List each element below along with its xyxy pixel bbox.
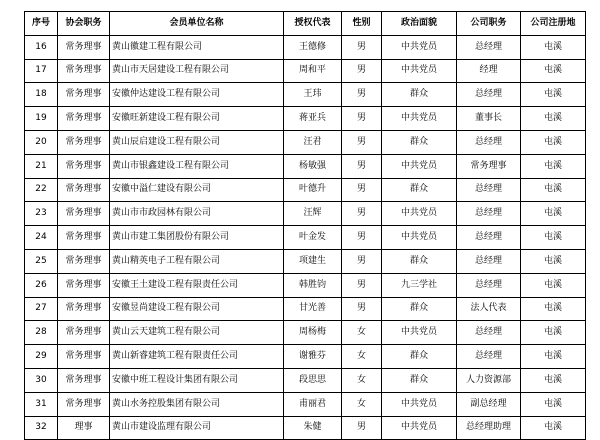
- cell-unit: 安徽中溢仁建设有限公司: [110, 178, 284, 202]
- cell-role: 常务理事: [58, 202, 110, 226]
- table-row: [25, 416, 586, 440]
- table-row: [25, 321, 586, 345]
- cell-rep: 谢雅芬: [284, 345, 342, 369]
- cell-registration: 屯溪: [521, 178, 586, 202]
- cell-role: 常务理事: [58, 35, 110, 59]
- cell-rep: 周杨梅: [284, 321, 342, 345]
- cell-sex: 男: [342, 35, 382, 59]
- cell-unit: 黄山云天建筑工程有限公司: [110, 321, 284, 345]
- cell-position: 总经理: [457, 321, 521, 345]
- cell-position: 总经理: [457, 178, 521, 202]
- cell-political: 九三学社: [382, 273, 457, 297]
- table-row: [25, 83, 586, 107]
- cell-sex: 男: [342, 107, 382, 131]
- table-row: [25, 202, 586, 226]
- cell-political: 中共党员: [382, 321, 457, 345]
- cell-position: 董事长: [457, 107, 521, 131]
- header-role: 协会职务: [58, 12, 110, 36]
- cell-sex: 男: [342, 154, 382, 178]
- cell-position: 总经理: [457, 249, 521, 273]
- cell-unit: 黄山市天居建设工程有限公司: [110, 59, 284, 83]
- cell-unit: 安徽昱尚建设工程有限公司: [110, 297, 284, 321]
- cell-rep: 蒋亚兵: [284, 107, 342, 131]
- cell-unit: 黄山新睿建筑工程有限责任公司: [110, 345, 284, 369]
- cell-sex: 男: [342, 130, 382, 154]
- cell-registration: 屯溪: [521, 226, 586, 250]
- cell-sex: 男: [342, 178, 382, 202]
- cell-position: 人力资源部: [457, 368, 521, 392]
- cell-position: 总经理: [457, 35, 521, 59]
- cell-unit: 黄山辰启建设工程有限公司: [110, 130, 284, 154]
- cell-role: 常务理事: [58, 321, 110, 345]
- cell-position: 总经理: [457, 83, 521, 107]
- cell-unit: 安徽中班工程设计集团有限公司: [110, 368, 284, 392]
- cell-rep: 甫丽君: [284, 392, 342, 416]
- cell-political: 中共党员: [382, 226, 457, 250]
- cell-role: 常务理事: [58, 345, 110, 369]
- cell-no: 31: [25, 392, 58, 416]
- cell-role: 常务理事: [58, 226, 110, 250]
- cell-registration: 屯溪: [521, 35, 586, 59]
- cell-sex: 女: [342, 368, 382, 392]
- cell-position: 总经理助理: [457, 416, 521, 440]
- cell-political: 中共党员: [382, 35, 457, 59]
- table-body: [25, 35, 586, 440]
- cell-political: 中共党员: [382, 202, 457, 226]
- cell-rep: 项建生: [284, 249, 342, 273]
- cell-position: 总经理: [457, 226, 521, 250]
- cell-registration: 屯溪: [521, 392, 586, 416]
- cell-political: 中共党员: [382, 154, 457, 178]
- cell-role: 常务理事: [58, 273, 110, 297]
- cell-registration: 屯溪: [521, 59, 586, 83]
- cell-no: 20: [25, 130, 58, 154]
- cell-no: 28: [25, 321, 58, 345]
- cell-role: 常务理事: [58, 178, 110, 202]
- cell-rep: 王玮: [284, 83, 342, 107]
- cell-political: 群众: [382, 368, 457, 392]
- cell-no: 18: [25, 83, 58, 107]
- cell-sex: 男: [342, 249, 382, 273]
- cell-role: 常务理事: [58, 368, 110, 392]
- cell-rep: 王德修: [284, 35, 342, 59]
- cell-role: 常务理事: [58, 107, 110, 131]
- cell-no: 22: [25, 178, 58, 202]
- cell-role: 常务理事: [58, 249, 110, 273]
- cell-position: 副总经理: [457, 392, 521, 416]
- cell-rep: 叶金发: [284, 226, 342, 250]
- cell-role: 常务理事: [58, 130, 110, 154]
- table-row: [25, 249, 586, 273]
- table-row: [25, 130, 586, 154]
- cell-no: 17: [25, 59, 58, 83]
- cell-no: 26: [25, 273, 58, 297]
- cell-sex: 女: [342, 392, 382, 416]
- header-political: 政治面貌: [382, 12, 457, 36]
- table-row: [25, 107, 586, 131]
- cell-sex: 男: [342, 273, 382, 297]
- cell-rep: 杨敏强: [284, 154, 342, 178]
- cell-political: 群众: [382, 178, 457, 202]
- cell-sex: 男: [342, 226, 382, 250]
- table-row: [25, 368, 586, 392]
- cell-rep: 叶德升: [284, 178, 342, 202]
- table-row: [25, 273, 586, 297]
- cell-political: 中共党员: [382, 416, 457, 440]
- table-header-row: [25, 12, 586, 36]
- cell-unit: 黄山市建设监理有限公司: [110, 416, 284, 440]
- table-row: [25, 297, 586, 321]
- table-row: [25, 59, 586, 83]
- cell-registration: 屯溪: [521, 297, 586, 321]
- cell-no: 21: [25, 154, 58, 178]
- cell-registration: 屯溪: [521, 83, 586, 107]
- cell-role: 理事: [58, 416, 110, 440]
- cell-rep: 韩胜钧: [284, 273, 342, 297]
- cell-unit: 黄山市银鑫建设工程有限公司: [110, 154, 284, 178]
- cell-political: 中共党员: [382, 107, 457, 131]
- cell-rep: 汪君: [284, 130, 342, 154]
- table-row: [25, 35, 586, 59]
- cell-sex: 男: [342, 202, 382, 226]
- cell-registration: 屯溪: [521, 368, 586, 392]
- table-row: [25, 154, 586, 178]
- cell-unit: 黄山精英电子工程有限公司: [110, 249, 284, 273]
- cell-political: 群众: [382, 130, 457, 154]
- cell-registration: 屯溪: [521, 416, 586, 440]
- cell-unit: 安徽王土建设工程有限责任公司: [110, 273, 284, 297]
- cell-position: 总经理: [457, 273, 521, 297]
- cell-rep: 汪辉: [284, 202, 342, 226]
- cell-no: 23: [25, 202, 58, 226]
- cell-role: 常务理事: [58, 83, 110, 107]
- cell-political: 群众: [382, 345, 457, 369]
- cell-rep: 段思思: [284, 368, 342, 392]
- cell-no: 24: [25, 226, 58, 250]
- cell-role: 常务理事: [58, 392, 110, 416]
- cell-unit: 黄山水务控股集团有限公司: [110, 392, 284, 416]
- table-row: [25, 178, 586, 202]
- member-table: [24, 11, 586, 440]
- cell-registration: 屯溪: [521, 345, 586, 369]
- cell-sex: 男: [342, 83, 382, 107]
- cell-position: 常务理事: [457, 154, 521, 178]
- header-registration: 公司注册地: [521, 12, 586, 36]
- cell-registration: 屯溪: [521, 154, 586, 178]
- cell-registration: 屯溪: [521, 249, 586, 273]
- cell-unit: 黄山市建工集团股份有限公司: [110, 226, 284, 250]
- cell-role: 常务理事: [58, 154, 110, 178]
- cell-sex: 女: [342, 321, 382, 345]
- cell-no: 32: [25, 416, 58, 440]
- cell-political: 群众: [382, 297, 457, 321]
- cell-no: 25: [25, 249, 58, 273]
- cell-position: 法人代表: [457, 297, 521, 321]
- header-no: 序号: [25, 12, 58, 36]
- table-row: [25, 345, 586, 369]
- cell-unit: 安徽仲达建设工程有限公司: [110, 83, 284, 107]
- cell-registration: 屯溪: [521, 202, 586, 226]
- header-rep: 授权代表: [284, 12, 342, 36]
- header-sex: 性别: [342, 12, 382, 36]
- cell-registration: 屯溪: [521, 321, 586, 345]
- cell-position: 总经理: [457, 345, 521, 369]
- cell-no: 29: [25, 345, 58, 369]
- cell-rep: 朱健: [284, 416, 342, 440]
- cell-registration: 屯溪: [521, 273, 586, 297]
- table-row: [25, 226, 586, 250]
- cell-sex: 男: [342, 59, 382, 83]
- cell-rep: 周和平: [284, 59, 342, 83]
- cell-no: 27: [25, 297, 58, 321]
- cell-unit: 安徽旺新建设工程有限公司: [110, 107, 284, 131]
- cell-sex: 男: [342, 416, 382, 440]
- cell-political: 中共党员: [382, 392, 457, 416]
- cell-rep: 甘光善: [284, 297, 342, 321]
- cell-no: 16: [25, 35, 58, 59]
- cell-position: 总经理: [457, 130, 521, 154]
- cell-political: 群众: [382, 249, 457, 273]
- cell-registration: 屯溪: [521, 130, 586, 154]
- cell-role: 常务理事: [58, 59, 110, 83]
- cell-political: 群众: [382, 83, 457, 107]
- cell-unit: 黄山市市政园林有限公司: [110, 202, 284, 226]
- cell-political: 中共党员: [382, 59, 457, 83]
- cell-no: 30: [25, 368, 58, 392]
- cell-position: 总经理: [457, 202, 521, 226]
- cell-unit: 黄山徽建工程有限公司: [110, 35, 284, 59]
- cell-sex: 男: [342, 297, 382, 321]
- cell-no: 19: [25, 107, 58, 131]
- header-unit: 会员单位名称: [110, 12, 284, 36]
- cell-position: 经理: [457, 59, 521, 83]
- cell-sex: 女: [342, 345, 382, 369]
- table-row: [25, 392, 586, 416]
- cell-role: 常务理事: [58, 297, 110, 321]
- header-position: 公司职务: [457, 12, 521, 36]
- cell-registration: 屯溪: [521, 107, 586, 131]
